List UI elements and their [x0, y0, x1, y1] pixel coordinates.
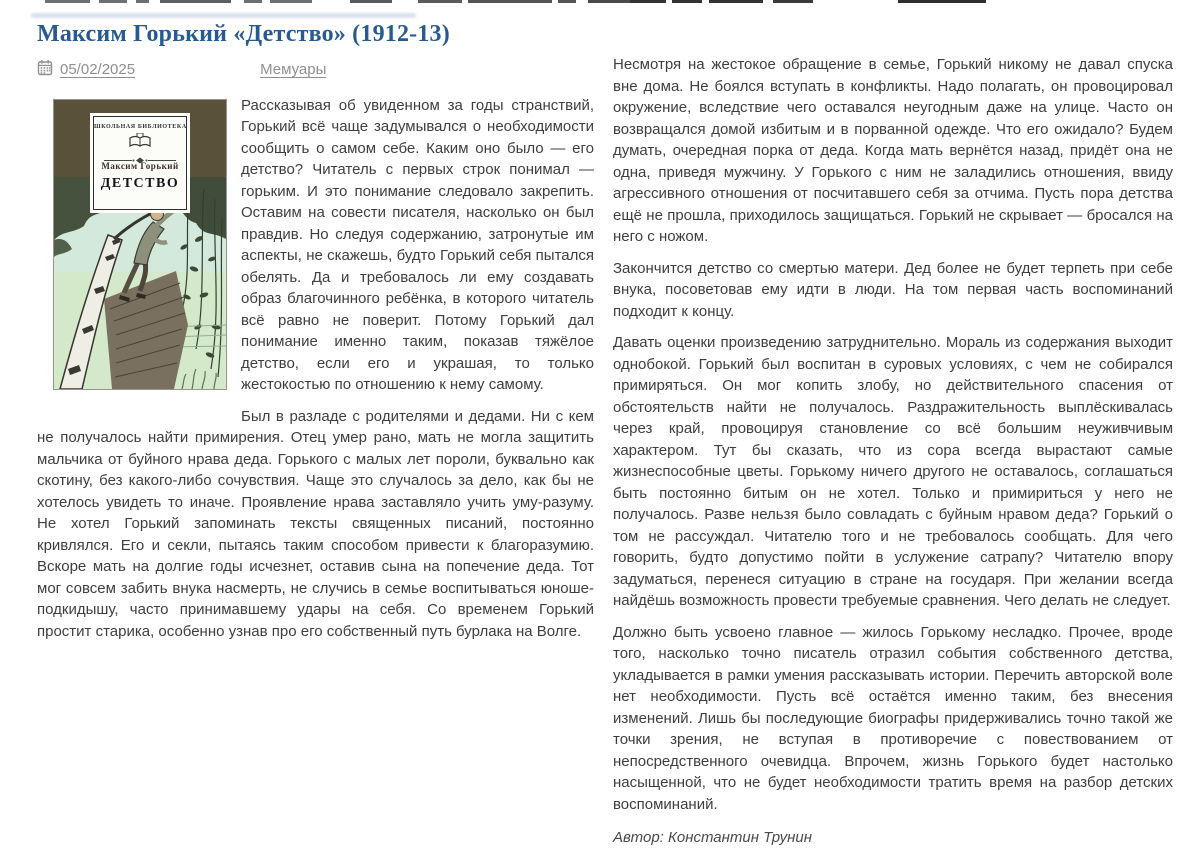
paragraph: Был в разладе с родителями и дедами. Ни с кем не получалось найти примирения. Отец умер рано, мать не могла защитить мальчика от буйного нрава деда. Горького с малых лет пороли, буквально как скотину, без какого-либо сочувствия. Чаще это случалось за дело, как бы не хотелось увидеть то иначе. Проявление нрава заставляло учить уму-разуму. Не хотел Горький запоминать тексты священных писаний, постоянно кривлялся. Его и секли, пытаясь таким способом привести к благоразумию. Вскоре мать на долгие годы исчезнет, оставив сына на попечение деда. Тот мог совсем забить внука насмерть, не случись в семье воспитываться юноше-подкидышу, часто принимавшему удары на себя. Со временем Горький простит старика, особенно узнав про его собственный путь бурлака на Волге. — [37, 407, 594, 640]
cover-series-title: ШКОЛЬНАЯ БИБЛИОТЕКА — [94, 123, 187, 130]
open-book-icon — [94, 133, 186, 149]
paragraph: Давать оценки произведению затруднительно. Мораль из содержания выходит однобокой. Горький был воспитан в суровых условиях, с чем не собирался примиряться. Он мог копить злобу, но действительного спасения от обстоятельств найти не получалось. Раздражительность выплёскивалась через край, провоцируя становление со всё большим неуживчивым характером. Тут бы сказать, что из сора всегда вырастают самые жизнеспособные цветы. Горькому ничего другого не оставалось, соглашаться быть постоянно битым он не хотел. Только и примириться у него не получалось. Разве нельзя было совладать с буйным нравом деда? Горький о том не рассуждал. Читателю того и не требовалось сообщать. Для чего говорить, будто допустимо пойти в услужение сатрапу? Читателю впору задуматься, перенеся ситуацию в стране на государя. При желании всегда найдёшь возможность провести требуемые сравнения. Чего делать не следует. — [613, 334, 1173, 609]
paragraph: Несмотря на жестокое обращение в семье, Горький никому не давал спуска вне дома. Не боялся вступать в конфликты. Надо полагать, он провоцировал окружение, вследствие чего оставался неугодным даже на улице. Часто он возвращался домой избитым и в порванной одежде. Что его ожидало? Будем думать, очередная порка от деда. Когда мать вернётся назад, придёт она не одна, приведя мужчину. У Горького с ним не заладились отношения, ввиду агрессивного отношения от посчитавшего себя за отчима. Пусть пора детства ещё не прошла, приходилось защищаться. Горький не скрывает — бросался на него с ножом. — [613, 56, 1173, 245]
article-body-left — [37, 95, 594, 643]
author-byline: Автор: Константин Трунин — [613, 829, 812, 846]
cover-ornament-divider — [94, 151, 186, 158]
category-link[interactable]: Мемуары — [260, 61, 327, 79]
left-column — [37, 0, 594, 849]
cover-book-title: ДЕТСТВО — [100, 175, 180, 191]
paragraph: Должно быть усвоено главное — жилось Горькому несладко. Прочее, вроде того, насколько точно писатель отразил события собственного детства, укладывается в рамки умения рассказывать истории. Перечить авторской воле нет необходимости. Пусть всё остаётся именно таким, без внесения изменений. Лишь бы последующие биографы придерживались точно такой же точки зрения, не вступая в противоречие с повествованием от непосредственного очевидца. Впрочем, жизнь Горького будет настолько насыщенной, что не будет необходимости тратить время на разбор детских воспоминаний. — [613, 623, 1173, 813]
paragraph: Рассказывая об увиденном за годы странствий, Горький всё чаще задумывался о необходимости сообщить о самом себе. Каким оно было — его детство? Читатель с первых строк понимал — горьким. И это понимание следовало закрепить. Оставим на совести писателя, насколько он был правдив. Но следуя содержанию, затронутые им аспекты, не скажешь, будто Горький себя пытался обелять. Да и требовалось ли ему создавать образ благочинного ребёнка, в которого читатель всё равно не поверит. Потому Горький дал понимание именно таким, показав тяжёлое детство, если его и украшая, то только жестокостью по отношению к нему самому. — [241, 96, 594, 394]
page-title: Максим Горький «Детство» (1912-13) — [37, 21, 450, 47]
post-date: 05/02/2025 — [60, 61, 136, 79]
right-column — [613, 0, 1173, 849]
post-date-link[interactable] — [37, 59, 135, 80]
book-cover-image — [53, 99, 227, 390]
clipped-nav — [0, 0, 1200, 8]
calendar-icon — [37, 59, 53, 80]
paragraph: Закончится детство со смертью матери. Дед более не будет терпеть при себе внука, посоветовав ему идти в люди. На том первая часть воспоминаний подходит к концу. — [613, 259, 1173, 320]
clipped-breadcrumb — [31, 13, 416, 18]
cover-label — [93, 116, 187, 210]
cover-author: Максим Горький — [101, 160, 179, 171]
post-meta — [37, 60, 594, 80]
